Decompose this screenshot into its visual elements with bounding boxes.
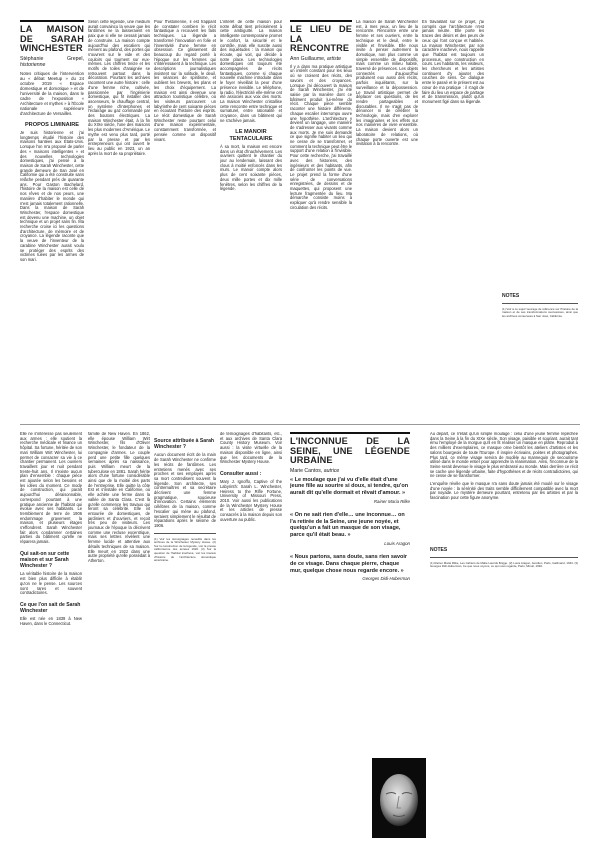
article3-column-1 <box>20 432 82 837</box>
epigraph-quote: « Nous partons, sans doute, sans rien savoir de ce visage. Dans chaque pierre, chaque mur, quelque chose nous regarde encore. » <box>290 554 408 574</box>
article-title: LE LIEU DE LA RENCONTRE <box>290 20 352 54</box>
body-text: En travaillant sur ce projet, j'ai compris que l'architecture n'est jamais neutre. Elle porte les traces des désirs et des peurs de ceux qui l'ont conçue et habitée. La maison Winchester, par son caractère inachevé, nous rappelle que l'habitat est toujours un processus, une construction en cours. Les habitants, les visiteurs, les chercheurs et les artistes continuent d'y ajouter des couches de sens. Ce dialogue entre le passé et le présent est au cœur de ma pratique : il s'agit de faire du lieu un espace de partage et de transmission, plutôt qu'un monument figé dans sa légende. <box>422 20 484 104</box>
author-name: Marie Cantos <box>290 467 321 474</box>
body-text: Pour l'historienne, il est frappant de constater combien le récit fantastique a recouvert les faits techniques. La légende a transformé l'innovation en folie et l'inventivité d'une femme en obsession. Ce glissement dit beaucoup du regard porté à l'époque sur les femmes qui s'intéressaient à la technique. Les descriptions journalistiques insistent sur la solitude, le deuil, les séances de spiritisme, et oublient les brevets, les plans et les choix d'équipement. La maison est ainsi devenue une attraction touristique célèbre, où les visiteurs parcourent un labyrinthe de cent soixante pièces en écoutant l'histoire des esprits. Le récit domestique de Sarah Winchester reste pourtant celui d'une maison expérimentale, constamment transformée, et pensée comme un dispositif vivant. <box>154 20 216 142</box>
article1-column-2 <box>88 20 150 415</box>
author-name: Stéphanie Grepel <box>20 55 83 62</box>
body-text: L'intérêt de cette maison pour notre débat tient précisément à cette ambiguïté. La maison intelligente contemporaine promet le confort, la sécurité et le contrôle, mais elle suscite aussi des inquiétudes : la maison qui écoute, qui voit, qui décide à notre place. Les technologies domestiques ont toujours été accompagnées de récits fantastiques, comme si chaque nouvelle machine introduite dans le foyer réveillait la peur d'une présence invisible. Le téléphone, la radio, l'électricité elle-même ont été associés aux voix des morts. La maison Winchester cristallise cette rencontre entre technique et surnaturel, entre rationalité et croyance, dans un bâtiment qui ne s'achève jamais. <box>220 20 282 123</box>
notes-rule <box>154 533 216 534</box>
article-title: L'INCONNUE DE LA SEINE, UNE LÉGENDE URBAINE <box>290 432 410 466</box>
article1-column-4 <box>220 20 282 415</box>
section-heading: Ce que l'on sait de Sarah Winchester <box>20 602 81 615</box>
article3-column-4 <box>220 432 282 837</box>
epigraph-quote: « On ne sait rien d'elle… une inconnue… on l'a retirée de la Seine, une jeune noyée, et quelqu'un a fait un masque de son visage, parce qu'il était beau. » <box>290 512 405 539</box>
author-name: Ann Guillaume <box>290 55 325 62</box>
section-heading: Source attribuée à Sarah Winchester ? <box>154 438 215 451</box>
article3-column-2 <box>88 432 150 837</box>
mask-photo <box>372 758 426 838</box>
article2-column-2 <box>356 20 418 415</box>
mask-face-image <box>372 758 426 838</box>
notes-heading: NOTES <box>430 546 448 553</box>
body-text: Elle est née en 1839 à New Haven, dans le Connecticut. <box>20 616 82 627</box>
article3-column-3 <box>154 432 216 837</box>
byline: Stéphanie Grepel, historienne <box>20 55 84 68</box>
body-text: famille de New Haven. En 1862, elle épouse William Wirt Winchester, fils d'Oliver Winchester, le fondateur de la compagnie d'armes. Le couple perd une petite fille quelques semaines après sa naissance, puis William meurt de la tuberculose en 1881. Sarah hérite alors d'une fortune considérable ainsi que de la moitié des parts de l'entreprise. Elle quitte la côte Est et s'installe en Californie, où elle achète une ferme dans la vallée de Santa Clara. C'est là qu'elle commence les travaux qui feront sa célébrité. Elle vit entourée de domestiques, de jardiniers et d'ouvriers, et reçoit très peu de visiteurs. Les journaux de l'époque la décrivent comme une recluse excentrique, mais ses lettres révèlent une femme lucide et attentive aux détails techniques de sa maison. Elle meurt en 1922 dans une autre propriété qu'elle possédait à Atherton. <box>88 432 150 563</box>
article2-column-1 <box>290 20 352 415</box>
article2-column-3 <box>422 20 484 415</box>
quote-attribution: Louis Aragon <box>384 540 410 546</box>
byline: Marie Cantos, autrice <box>290 467 340 474</box>
byline: Ann Guillaume, artiste <box>290 55 342 62</box>
author-role: historienne <box>20 61 46 68</box>
body-text: La véritable histoire de la maison est bien plus difficile à établir qu'on ne le pense. Les sources sont rares et souvent contradictoires. <box>20 571 82 596</box>
author-role: artiste <box>326 55 342 62</box>
section-heading: PROPOS LIMINAIRE <box>24 121 80 128</box>
body-text: Il y a dans ma pratique artistique un intérêt constant pour les lieux où se croisent des récits, des savoirs et des croyances. Lorsque j'ai découvert la maison de Sarah Winchester, j'ai été saisie par la manière dont ce bâtiment produit lui-même du récit. Chaque pièce semble raconter une histoire différente, chaque escalier interrompu ouvre une hypothèse. L'architecture y devient un langage, une manière de s'adresser aux vivants comme aux morts. Je me suis demandé ce que signifie habiter un lieu qui ne cesse de se transformer, et comment la technique peut être le support d'une relation à l'invisible. Pour cette recherche, j'ai travaillé avec des historiens, des ingénieurs et des habitants, afin de confronter les points de vue. Le projet prend la forme d'une série de conversations enregistrées, de dessins et de maquettes, qui proposent une lecture fragmentée du lieu. Ma démarche consiste moins à expliquer qu'à rendre sensible la circulation des récits. <box>290 63 352 210</box>
notes-rule <box>502 303 578 304</box>
body-text: Au départ, ce n'était qu'un simple moulage : celui d'une jeune femme repêchée dans la Seine à la fin du XIXe siècle. Son visage, paisible et souriant, aurait tant ému l'employé de la morgue qu'il en fit réaliser un masque en plâtre. Reproduit à des milliers d'exemplaires, ce masque orne bientôt les ateliers d'artistes et les salons bourgeois de toute l'Europe. Il inspire écrivains, poètes et photographes. Plus tard, ce même visage servira de modèle au mannequin de secourisme utilisé dans le monde entier pour apprendre la réanimation. Ainsi, l'inconnue de la Seine serait devenue le visage le plus embrassé au monde. Mais derrière ce récit se cache une légende urbaine, faite d'hypothèses et de récits contradictoires, qui ne cesse de se transformer. <box>430 432 578 479</box>
epigraph-quote: « Le moulage que j'ai vu d'elle était d'une jeune fille au sourire si doux, si tendre, qu'on aurait dit qu'elle dormait et rêvait d'amour. » <box>290 476 409 496</box>
body-text: Selon cette légende, une médium aurait convaincu la veuve que les fantômes ne la laisseraient en paix que si elle ne cessait jamais de construire. La maison compte aujourd'hui des escaliers qui mènent au plafond, des portes qui s'ouvrent sur le vide et des couloirs qui tournent sur eux-mêmes. Les chiffres treize et les motifs de toiles d'araignée se retrouvent partout dans la décoration. Pourtant les archives racontent une autre histoire : celle d'une femme riche, cultivée, passionnée par l'ingénierie domestique, qui fit installer des ascenseurs, le chauffage central, un système d'interphones et l'éclairage au gaz commandé par des boutons électriques. La maison Winchester était, à la fin du XIXe siècle, l'une des maisons les plus modernes d'Amérique. Le mythe est venu plus tard, porté par la presse et par les entrepreneurs qui ont ouvert le lieu au public en 1923, un an après la mort de sa propriétaire. <box>88 20 150 156</box>
author-role: autrice <box>323 467 340 474</box>
page-divider <box>20 424 580 425</box>
article-title: LA MAISON DE SARAH WINCHESTER <box>20 20 84 54</box>
section-heading: LE MANOIR TENTACULAIRE <box>229 129 273 142</box>
article1-column-1 <box>20 20 84 415</box>
body-text: L'enquête révèle que le masque n'a sans doute jamais été moulé sur le visage d'une noyée : la sérénité des traits semble difficilement compatible avec la mort par noyade. Le mystère demeure pourtant, entretenu par les artistes et par la fascination pour cette figure anonyme. <box>430 481 578 501</box>
article4-column-2 <box>430 432 578 837</box>
notes-text: (1) Voir à ce sujet l'ouvrage de référence sur l'histoire de la maison et de ses transformations successives, ainsi que les archives conservées à San José, Californie. <box>502 306 578 318</box>
section-heading: Qui sait-on sur cette maison et sur Sarah Winchester ? <box>20 550 70 570</box>
body-text: La maison de Sarah Winchester est, à mes yeux, un lieu de la rencontre. Rencontre entre une femme et ses ouvriers, entre la technique et le deuil, entre le visible et l'invisible. Elle nous invite à penser autrement la domotique, non plus comme un simple ensemble de dispositifs, mais comme un milieu habité, traversé de présences. Les objets connectés d'aujourd'hui produisent eux aussi des récits, parfois inquiétants, sur la surveillance et la dépossession. Le travail artistique permet de déplacer ces questions, de les rendre partageables et discutables. Il ne s'agit pas de dénoncer ni de célébrer la technologie, mais d'en explorer les imaginaires et les effets sur nos manières de vivre ensemble. La maison devient alors un laboratoire de relations, où chaque porte ouverte est une invitation à la rencontre. <box>356 20 418 147</box>
section-heading: Consulter aussi : <box>220 470 262 477</box>
article1-column-3 <box>154 20 216 415</box>
body-text: Elle ne s'intéresse pas seulement aux armes : elle soutient la recherche médicale et finance un hôpital. Sa fortune, héritée de son mari William Wirt Winchester, lui permet de consacrer sa vie à ce chantier permanent. Les ouvriers travaillent jour et nuit pendant trente-huit ans. Il n'existe aucun plan d'ensemble : chaque pièce est ajoutée selon les besoins et les idées du moment. Ce mode de construction, qui paraît aujourd'hui déraisonnable, correspond pourtant à une pratique ancienne de l'habitat qui évolue avec ses habitants. Le tremblement de terre de 1906 endommage gravement la maison, et plusieurs étages s'effondrent. Sarah Winchester fait alors condamner certaines parties du bâtiment qu'elle ne réparera jamais. <box>20 432 82 545</box>
body-text: À sa mort, la maison est encore dans un état d'inachèvement. Les ouvriers quittent le chantier du jour au lendemain, laissant des clous à moitié enfoncés dans les murs. Le manoir compte alors plus de cent soixante pièces, deux mille portes et dix mille fenêtres, selon les chiffres de la légende. <box>220 143 282 192</box>
body-text: Je suis historienne et j'ai longtemps étudié l'histoire des maisons hantées aux États-Unis. Lorsque l'on m'a proposé de parler des « maisons intelligentes » et des nouvelles technologies domestiques, j'ai pensé à la maison de Sarah Winchester, cette grande demeure de San José en Californie qui a été construite sans relâche pendant près de quarante ans. Pour Gaston Bachelard, l'histoire de la maison est celle de nos rêves et de nos peurs, une manière d'habiter le monde qui n'est jamais totalement rationnelle. Dans la maison de Sarah Winchester, l'espace domestique est devenu une machine, un objet technique et un projet sans fin. Ma recherche croise ici les questions d'architecture, de mémoire et de croyance. La légende raconte que la veuve de l'inventeur de la carabine Winchester aurait voulu se protéger des esprits des victimes tuées par les armes de son mari. <box>20 129 84 262</box>
article-lede: Notes critiques de l'intervention au « débat Meetup » du 24 octobre 2019 « Espace domestique et domotique » et de l'université de la maison, dans le cadre de l'exposition « Architecture et mythes » à l'École nationale supérieure d'architecture de Versailles. <box>20 70 84 116</box>
notes-rule <box>430 557 578 558</box>
notes-text: (1) Rainer Maria Rilke, Les Cahiers de Malte Laurids Brigge. (2) Louis Aragon, Aurélien, Paris, Gallimard, 1944. (3) Georges Didi-Huberman, Ce que nous voyons, ce qui nous regarde, Paris, Minuit, 1992. <box>430 560 578 569</box>
quote-attribution: Georges Didi-Huberman <box>362 576 410 582</box>
body-text: de témoignages d'habitants, etc., et aux archives de Santa Clara County History Museum. Voir aussi : la visite virtuelle de la maison disponible en ligne, ainsi que les documents de la Winchester Mystery House. <box>220 432 282 465</box>
body-text: Aucun document écrit de la main de Sarah Winchester ne confirme les récits de fantômes. Les entretiens menés avec ses proches et ses employés après sa mort contredisent souvent la légende. Son architecte, ses contremaîtres et sa secrétaire décrivent une femme pragmatique, soucieuse d'innovation. Certains éléments célèbres de la maison, comme l'escalier qui mène au plafond, seraient simplement le résultat de réparations après le séisme de 1906. <box>154 452 216 528</box>
body-text: Mary J. Ignoffo, Captive of the Labyrinth: Sarah L. Winchester, Heiress to the Rifle Fortune, University of Missouri Press, 2010. Voir aussi les publications de la Winchester Mystery House et les articles de presse consacrés à la maison depuis son ouverture au public. <box>220 479 282 522</box>
notes-heading: NOTES <box>502 293 520 299</box>
article2-column-4 <box>502 20 578 415</box>
notes-text: (1) Voir les témoignages recueillis dans les archives de la Winchester Mystery House. (2) Sur la construction de la légende, voir la presse californienne des années 1920. (3) Sur la question de l'habitat inachevé, voir les travaux d'histoire de l'architecture domestique américaine. <box>154 536 216 563</box>
quote-attribution: Rainer Maria Rilke <box>373 498 410 504</box>
